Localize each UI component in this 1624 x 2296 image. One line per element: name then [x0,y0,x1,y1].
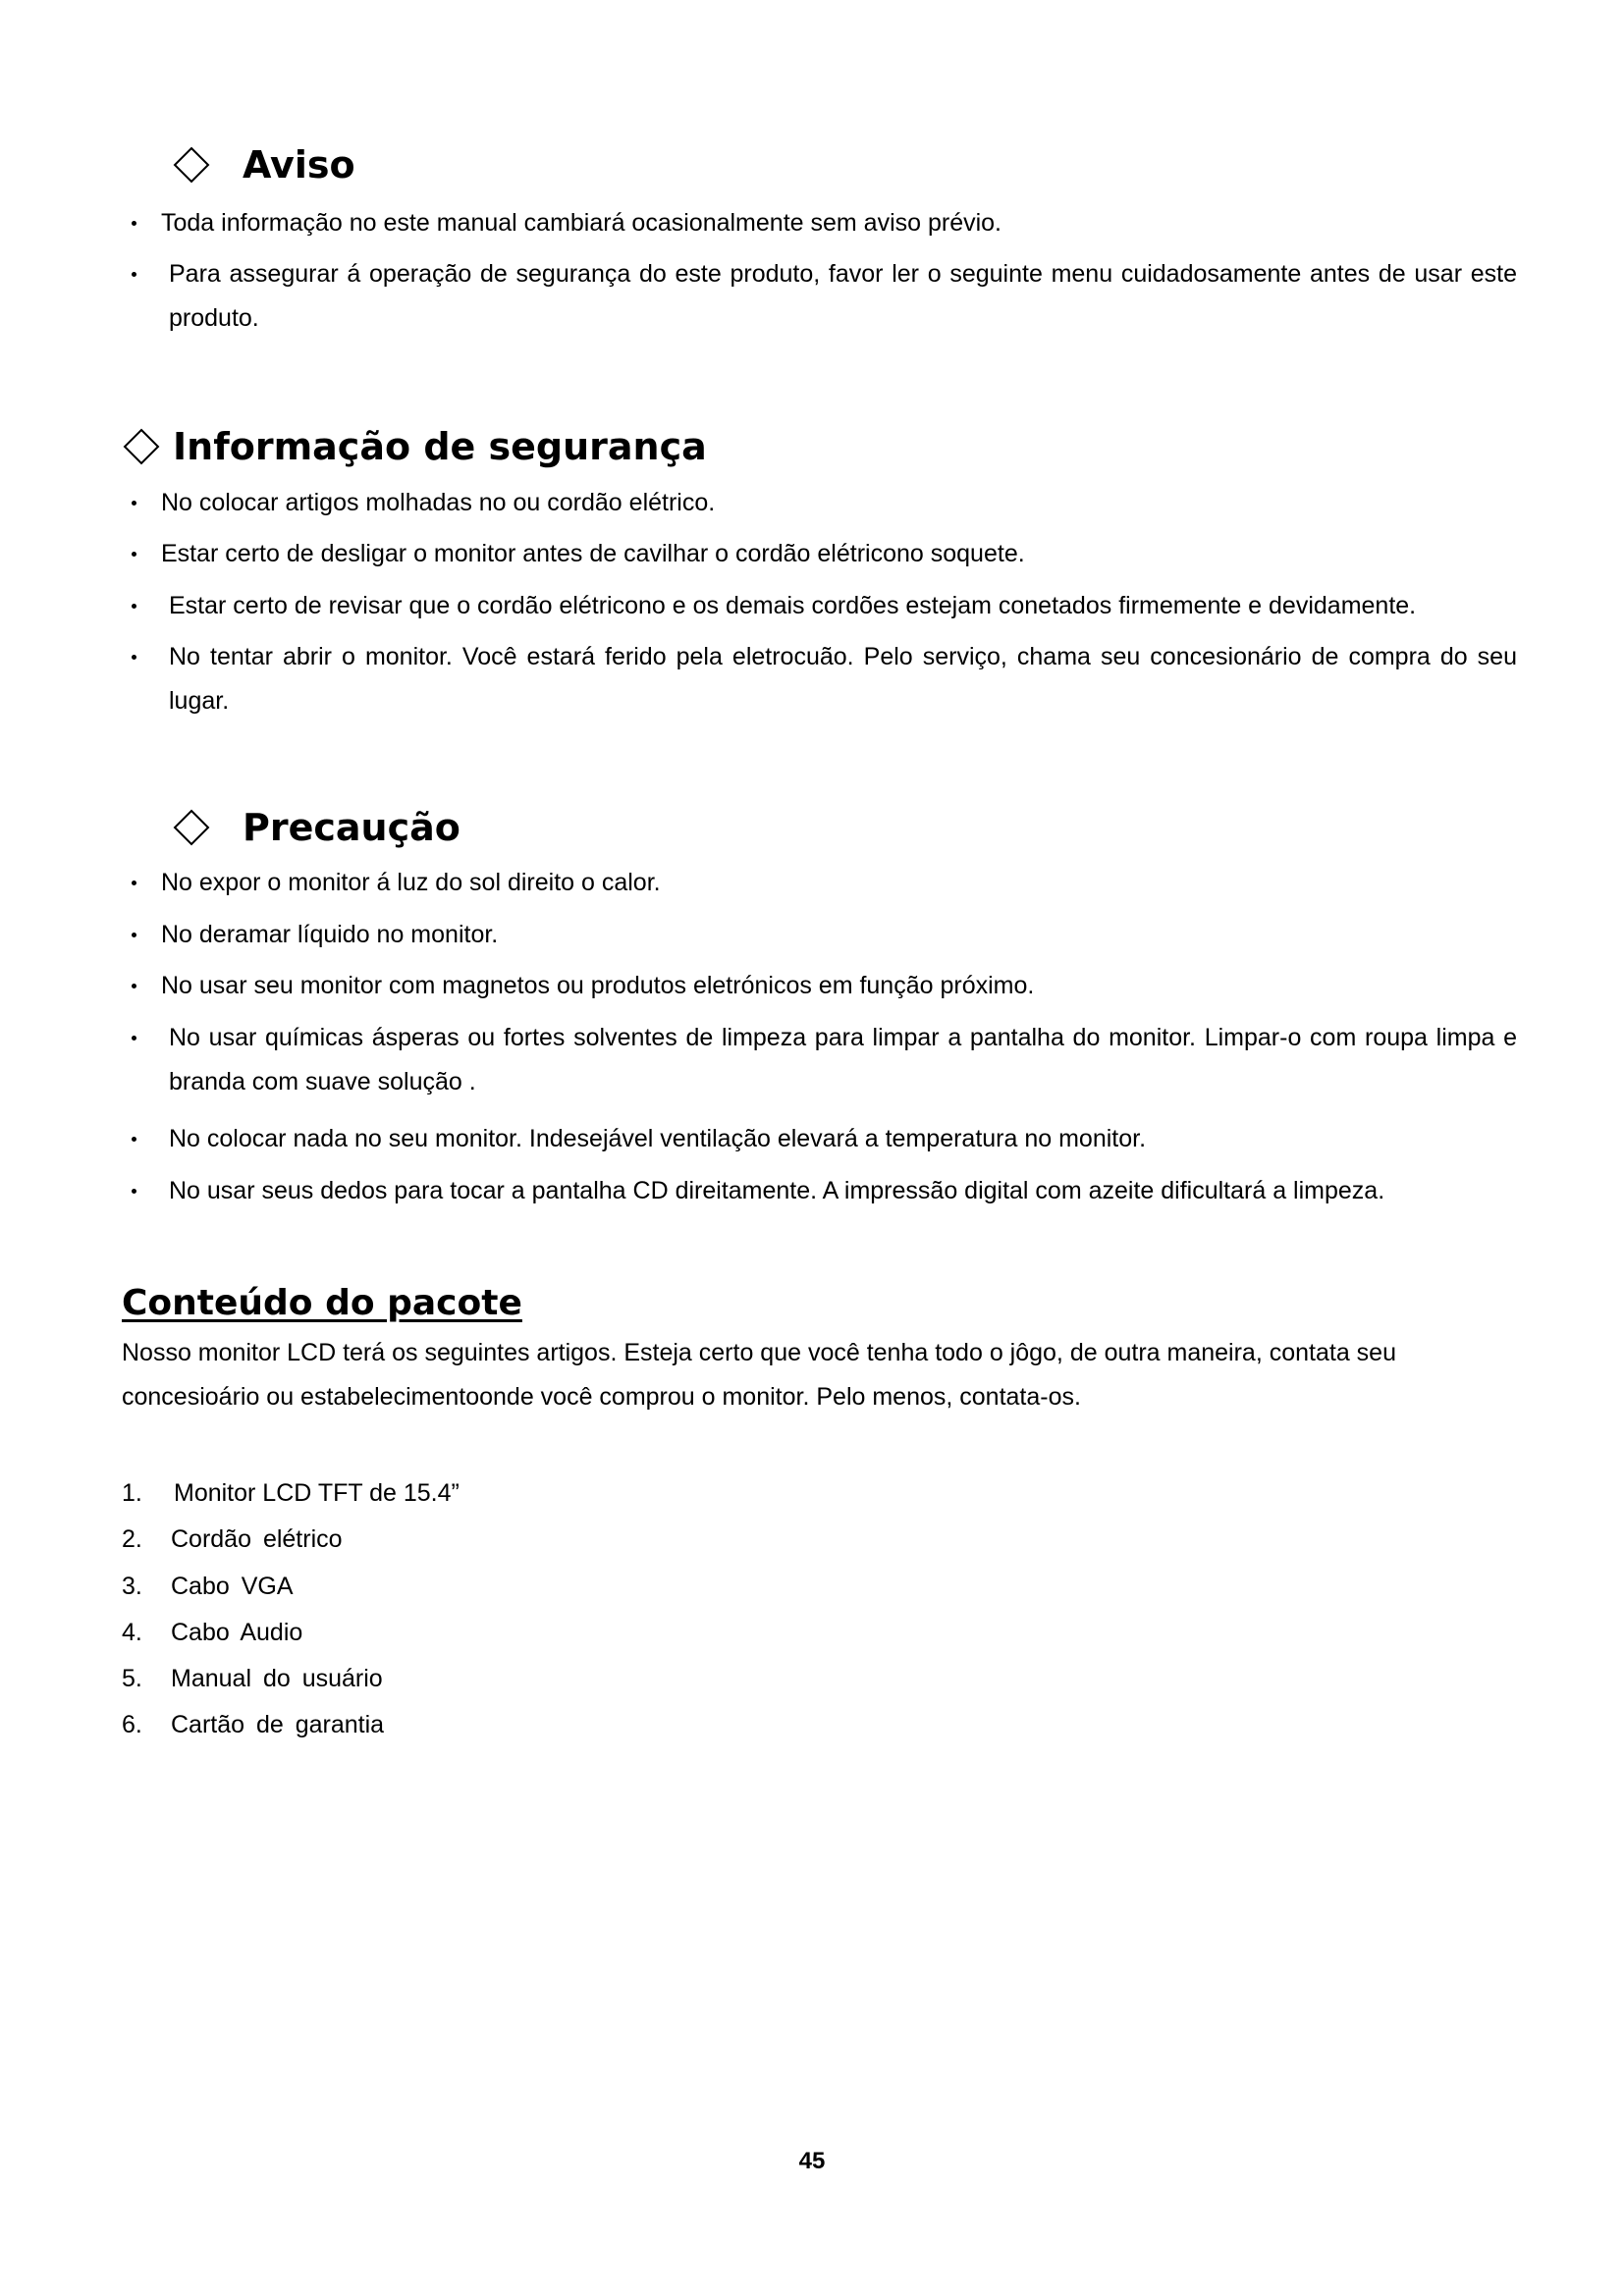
list-label: Cordão elétrico [171,1525,343,1553]
page-number: 45 [798,2148,826,2174]
bullet-text: No usar seu monitor com magnetos ou produtos eletrónicos em função próximo. [161,972,1035,999]
bullet-icon [132,552,136,557]
bullet-icon [132,933,136,937]
bullet-icon [132,604,136,609]
list-item [122,1663,383,1694]
section-heading-conteudo: Conteúdo do pacote [122,1283,522,1323]
list-number: 5. [122,1665,142,1692]
bullet-text: Para assegurar á operação de segurança do este produto, favor ler o seguinte menu cuidadosamente antes de usar este produto. [169,260,1517,332]
heading-text: Informação de segurança [173,425,707,468]
list-item [122,1523,343,1555]
section-heading-precaucao [172,806,460,849]
bullet-text: No tentar abrir o monitor. Você estará ferido pela eletrocuão. Pelo serviço, chama seu concesionário de compra do seu lugar. [169,643,1517,715]
bullet-text: Toda informação no este manual cambiará ocasionalmente sem aviso prévio. [161,209,1002,237]
bullet-icon [132,881,136,885]
diamond-icon [122,427,161,466]
bullet-text: No usar seus dedos para tocar a pantalha CD direitamente. A impressão digital com azeite dificultará a limpeza. [169,1177,1385,1204]
bullet-text: Estar certo de revisar que o cordão elétricono e os demais cordões estejam conetados firmemente e devidamente. [169,592,1417,619]
bullet-icon [132,984,136,988]
list-label: Monitor LCD TFT de 15.4” [174,1479,460,1507]
bullet-icon [132,1189,136,1194]
bullet-text: No expor o monitor á luz do sol direito o calor. [161,869,661,896]
intro-paragraph: Nosso monitor LCD terá os seguintes artigos. Esteja certo que você tenha todo o jôgo, de outra maneira, contata seu concesioário ou estabelecimentoonde você comprou o monitor. Pelo menos, contata-os. [122,1339,1396,1411]
bullet-text: No usar químicas ásperas ou fortes solventes de limpeza para limpar a pantalha do monitor. Limpar-o com roupa limpa e branda com suave solução . [169,1024,1517,1095]
bullet-text: No colocar artigos molhadas no ou cordão elétrico. [161,489,716,516]
bullet-icon [132,221,136,226]
list-number: 3. [122,1573,142,1600]
bullet-icon [132,655,136,660]
diamond-icon [172,145,211,185]
bullet-text: No colocar nada no seu monitor. Indesejável ventilação elevará a temperatura no monitor. [169,1125,1147,1152]
list-number: 6. [122,1711,142,1738]
bullet-icon [132,1036,136,1041]
section-heading-seguranca [122,425,707,468]
bullet-icon [132,272,136,277]
list-number: 2. [122,1525,142,1553]
list-label: Manual do usuário [171,1665,383,1692]
list-label: Cabo VGA [171,1573,294,1600]
list-label: Cabo Audio [171,1619,303,1646]
heading-text: Aviso [243,143,355,187]
bullet-text: No deramar líquido no monitor. [161,921,499,948]
heading-text: Precaução [243,806,460,849]
list-number: 1. [122,1479,142,1507]
bullet-icon [132,1137,136,1142]
list-item [122,1709,384,1740]
bullet-text: Estar certo de desligar o monitor antes de cavilhar o cordão elétricono soquete. [161,540,1025,567]
list-label: Cartão de garantia [171,1711,385,1738]
diamond-icon [172,808,211,847]
list-item [122,1571,294,1602]
list-item [122,1477,460,1509]
list-item [122,1617,302,1648]
list-number: 4. [122,1619,142,1646]
bullet-icon [132,501,136,506]
section-heading-aviso [172,143,355,187]
